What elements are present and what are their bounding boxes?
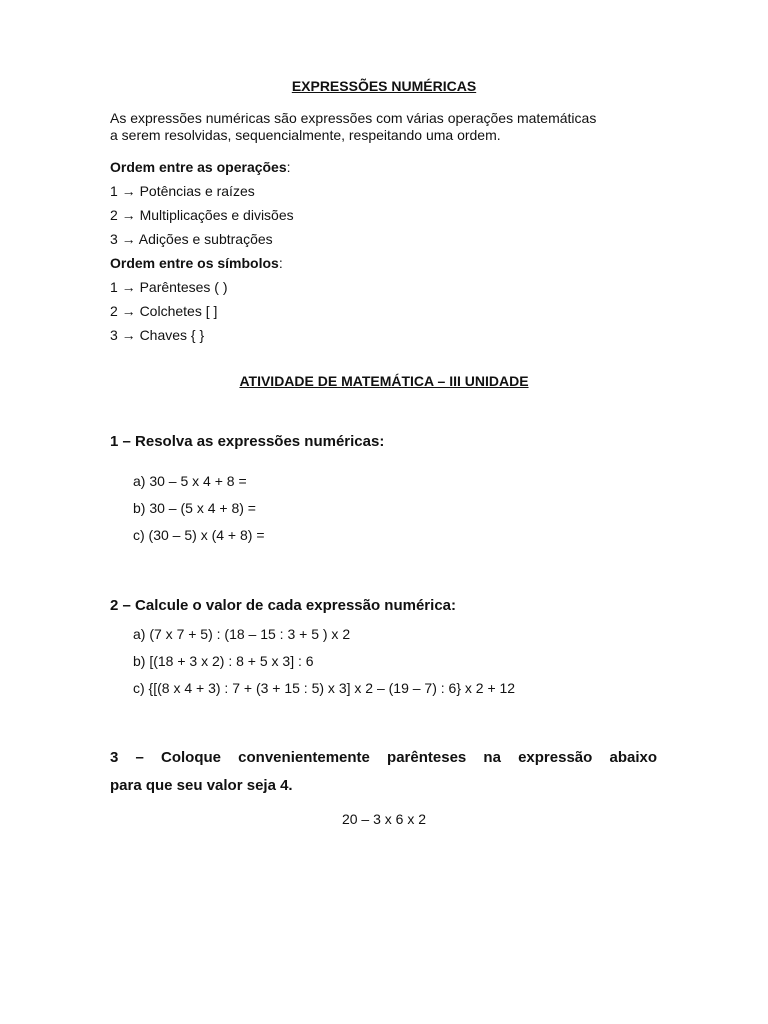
symbols-item: 3 → Chaves { } bbox=[110, 327, 205, 343]
activity-title: ATIVIDADE DE MATEMÁTICA – III UNIDADE bbox=[239, 373, 529, 389]
question-3-expression: 20 – 3 x 6 x 2 bbox=[341, 811, 427, 827]
question-1-heading: 1 – Resolva as expressões numéricas: bbox=[110, 433, 385, 450]
operations-heading: Ordem entre as operações bbox=[110, 159, 287, 175]
symbols-item: 2 → Colchetes [ ] bbox=[110, 303, 218, 319]
intro-line-2: a serem resolvidas, sequencialmente, respeitando uma ordem. bbox=[110, 127, 501, 143]
question-2-item: c) {[(8 x 4 + 3) : 7 + (3 + 15 : 5) x 3] x 2 – (19 – 7) : 6} x 2 + 12 bbox=[133, 680, 516, 696]
intro-line-1: As expressões numéricas são expressões com várias operações matemáticas bbox=[110, 110, 597, 126]
page-title: EXPRESSÕES NUMÉRICAS bbox=[291, 78, 477, 94]
question-1-item: c) (30 – 5) x (4 + 8) = bbox=[133, 527, 265, 543]
question-2-item: b) [(18 + 3 x 2) : 8 + 5 x 3] : 6 bbox=[133, 653, 314, 669]
symbols-heading: Ordem entre os símbolos bbox=[110, 255, 279, 271]
operations-item: 1 → Potências e raízes bbox=[110, 183, 255, 199]
operations-heading-line bbox=[110, 159, 291, 175]
symbols-item: 1 → Parênteses ( ) bbox=[110, 279, 228, 295]
question-3-line-1: 3 – Coloque convenientemente parênteses na expressão abaixo bbox=[110, 749, 657, 766]
question-1-item: a) 30 – 5 x 4 + 8 = bbox=[133, 473, 247, 489]
operations-item: 2 → Multiplicações e divisões bbox=[110, 207, 294, 223]
question-2-item: a) (7 x 7 + 5) : (18 – 15 : 3 + 5 ) x 2 bbox=[133, 626, 351, 642]
operations-item: 3 → Adições e subtrações bbox=[110, 231, 273, 247]
operations-heading-colon: : bbox=[286, 159, 291, 175]
symbols-heading-line bbox=[110, 255, 283, 271]
question-3-line-2: para que seu valor seja 4. bbox=[110, 777, 293, 794]
question-2-heading: 2 – Calcule o valor de cada expressão numérica: bbox=[110, 597, 456, 614]
symbols-heading-colon: : bbox=[278, 255, 283, 271]
question-1-item: b) 30 – (5 x 4 + 8) = bbox=[133, 500, 256, 516]
